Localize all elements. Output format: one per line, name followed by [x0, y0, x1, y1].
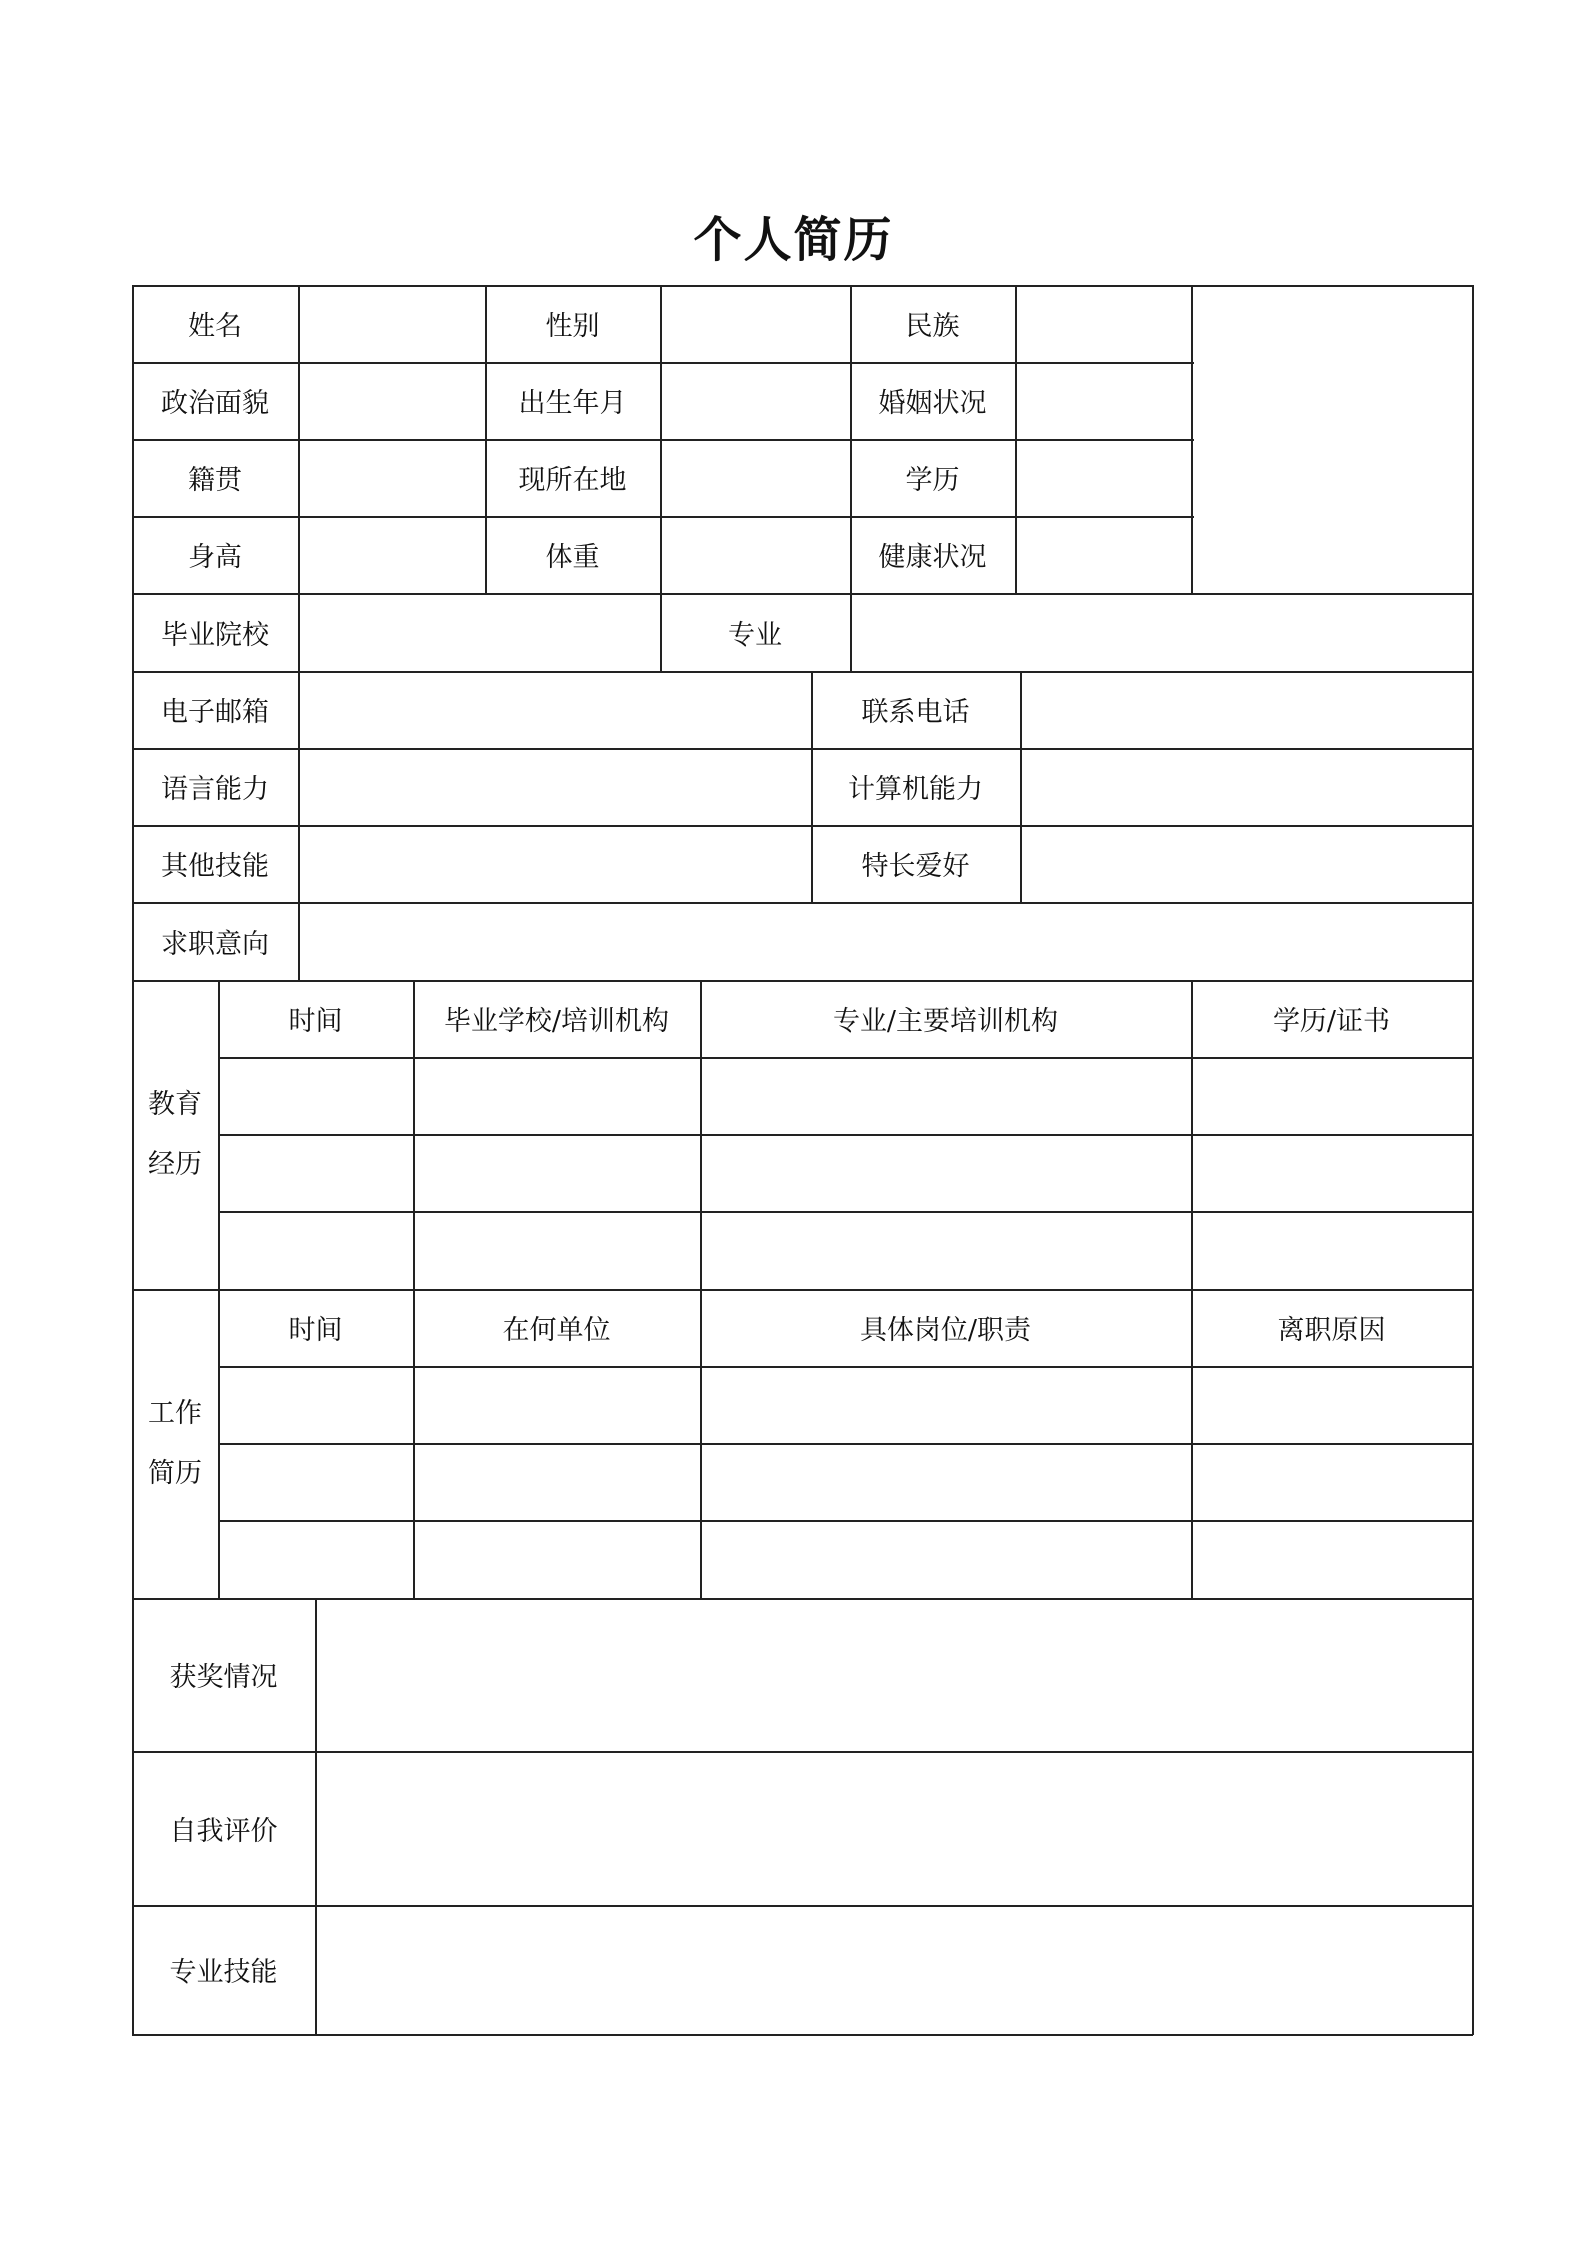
major-field[interactable] — [850, 593, 1472, 671]
work-header-reason: 离职原因 — [1277, 1315, 1386, 1346]
work-row-2[interactable] — [218, 1443, 1472, 1520]
height-field[interactable] — [298, 516, 485, 593]
native-field[interactable] — [298, 439, 485, 516]
education-row-2[interactable] — [218, 1134, 1472, 1211]
label-gender: 性别 — [545, 311, 600, 342]
email-field[interactable] — [298, 671, 811, 748]
label-other-skills: 其他技能 — [161, 851, 269, 882]
location-field[interactable] — [660, 439, 850, 516]
label-language: 语言能力 — [161, 774, 269, 805]
hobbies-field[interactable] — [1020, 825, 1472, 902]
label-political: 政治面貌 — [161, 388, 269, 419]
label-weight: 体重 — [545, 542, 600, 573]
name-field[interactable] — [298, 285, 485, 362]
education-row-1[interactable] — [218, 1057, 1472, 1134]
degree-field[interactable] — [1015, 439, 1191, 516]
label-skills: 专业技能 — [169, 1957, 278, 1988]
birth-field[interactable] — [660, 362, 850, 439]
work-header-position: 具体岗位/职责 — [859, 1315, 1032, 1346]
education-header-degree: 学历/证书 — [1272, 1006, 1391, 1037]
work-header-company: 在何单位 — [502, 1315, 611, 1346]
awards-field[interactable] — [315, 1598, 1472, 1751]
label-school: 毕业院校 — [161, 619, 269, 651]
education-header-major: 专业/主要培训机构 — [832, 1006, 1059, 1037]
other-skills-field[interactable] — [298, 825, 811, 902]
school-field[interactable] — [298, 593, 660, 671]
work-row-3[interactable] — [218, 1520, 1472, 1598]
label-objective: 求职意向 — [161, 928, 269, 960]
label-computer: 计算机能力 — [848, 774, 983, 805]
label-location: 现所在地 — [518, 465, 627, 496]
label-email: 电子邮箱 — [161, 697, 269, 728]
label-hobbies: 特长爱好 — [861, 851, 970, 882]
work-header-time: 时间 — [288, 1315, 343, 1346]
weight-field[interactable] — [660, 516, 850, 593]
health-field[interactable] — [1015, 516, 1191, 593]
label-ethnicity: 民族 — [905, 311, 960, 342]
gender-field[interactable] — [660, 285, 850, 362]
education-section-label — [132, 980, 218, 1289]
self-eval-field[interactable] — [315, 1751, 1472, 1905]
marital-field[interactable] — [1015, 362, 1191, 439]
education-header-time: 时间 — [288, 1006, 343, 1037]
label-name: 姓名 — [188, 311, 242, 342]
label-major: 专业 — [728, 619, 782, 651]
work-row-1[interactable] — [218, 1366, 1472, 1443]
education-label-line1: 教育 — [148, 1088, 202, 1120]
label-marital: 婚姻状况 — [878, 388, 987, 419]
label-height: 身高 — [188, 542, 242, 573]
work-label-line1: 工作 — [148, 1397, 202, 1429]
ethnicity-field[interactable] — [1015, 285, 1191, 362]
objective-field[interactable] — [298, 902, 1472, 980]
phone-field[interactable] — [1020, 671, 1472, 748]
page-title: 个人简历 — [693, 212, 894, 268]
label-degree: 学历 — [905, 465, 960, 496]
photo-box[interactable] — [1191, 285, 1472, 593]
label-self-eval: 自我评价 — [169, 1815, 278, 1847]
label-birth: 出生年月 — [518, 388, 627, 419]
skills-field[interactable] — [315, 1905, 1472, 2034]
education-label-line2: 经历 — [148, 1148, 202, 1180]
work-label-line2: 简历 — [148, 1457, 202, 1489]
work-section-label — [132, 1289, 218, 1598]
language-field[interactable] — [298, 748, 811, 825]
education-row-3[interactable] — [218, 1211, 1472, 1289]
label-awards: 获奖情况 — [169, 1662, 278, 1693]
label-health: 健康状况 — [878, 542, 987, 573]
label-phone: 联系电话 — [861, 697, 970, 728]
label-native: 籍贯 — [188, 465, 242, 496]
computer-field[interactable] — [1020, 748, 1472, 825]
education-header-school: 毕业学校/培训机构 — [443, 1006, 670, 1037]
political-field[interactable] — [298, 362, 485, 439]
